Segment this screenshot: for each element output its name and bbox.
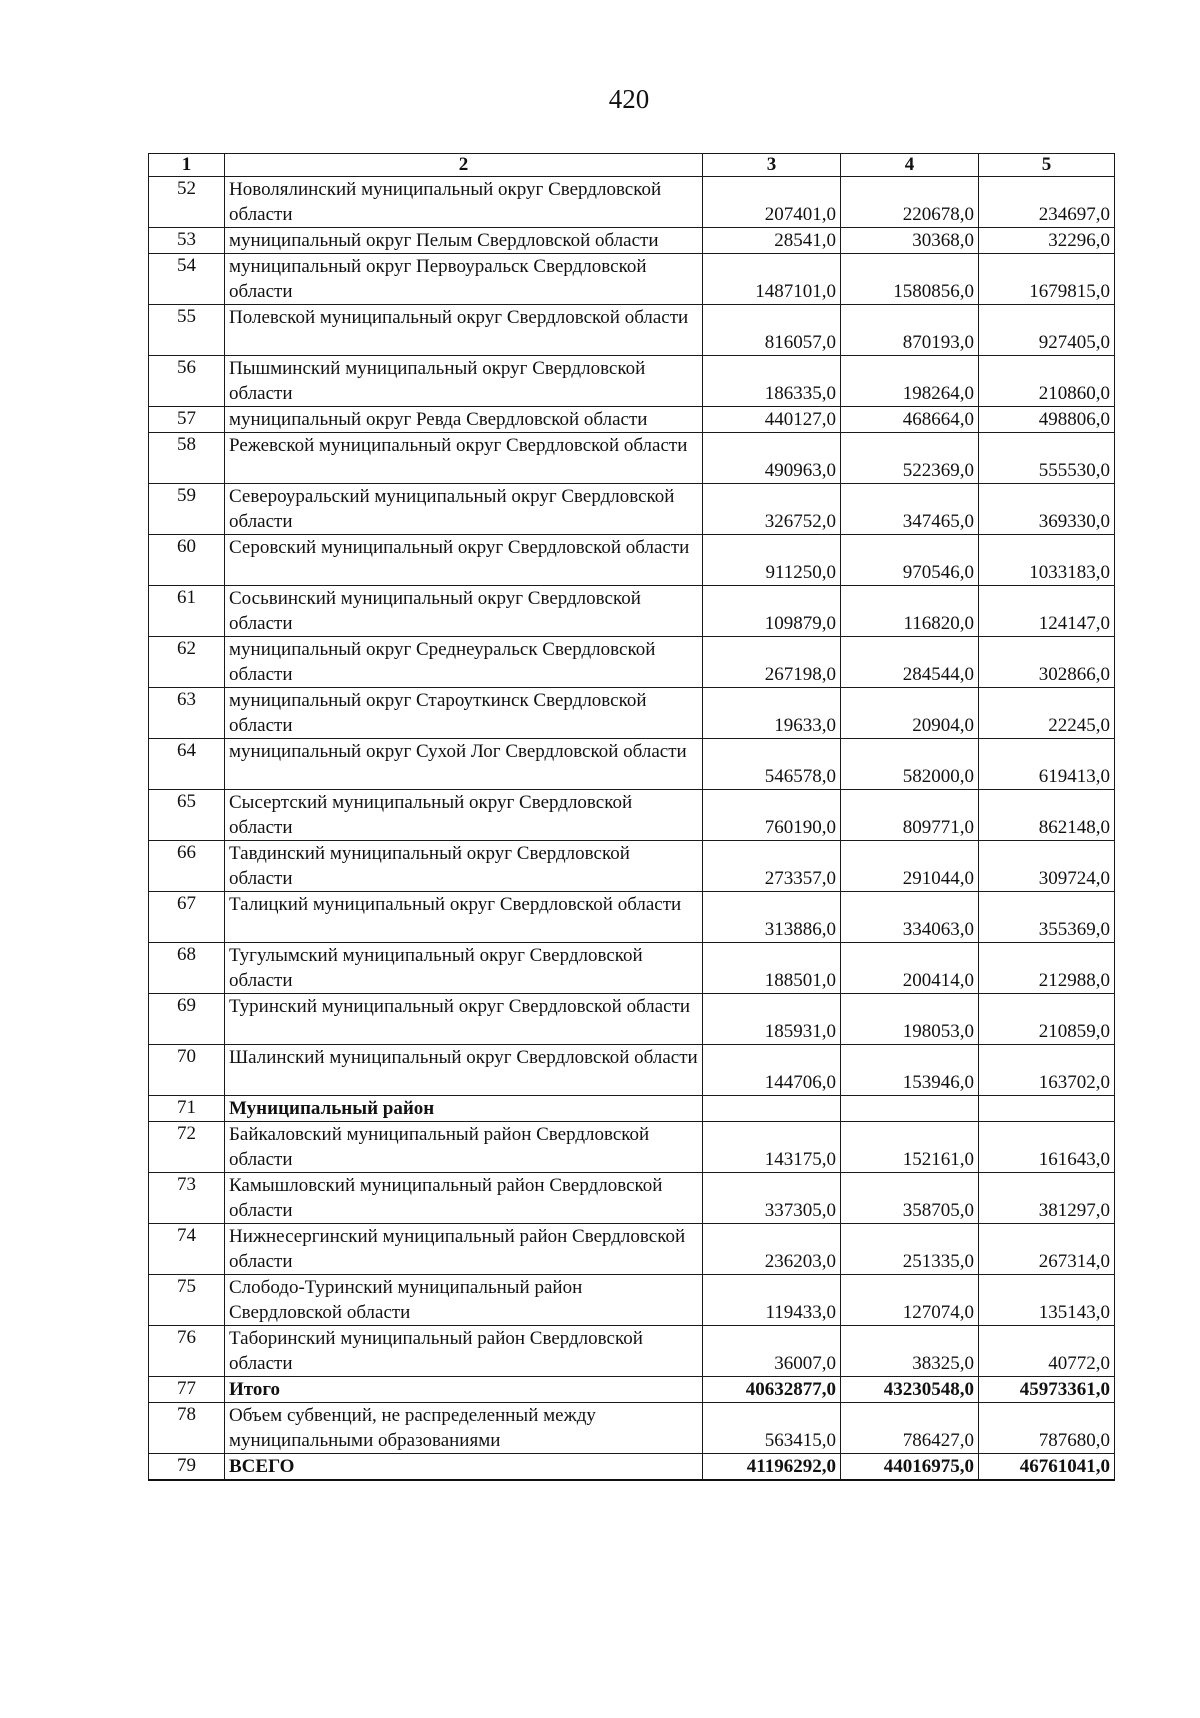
value-col5-cell: 210859,0 — [979, 994, 1115, 1045]
municipality-name-cell: Туринский муниципальный округ Свердловской области — [225, 994, 703, 1045]
table-row — [149, 1403, 1115, 1454]
row-number-cell: 62 — [149, 637, 225, 688]
row-number-cell: 66 — [149, 841, 225, 892]
municipality-name-cell: муниципальный округ Староуткинск Свердловской области — [225, 688, 703, 739]
value-col4-cell: 116820,0 — [841, 586, 979, 637]
table-row — [149, 586, 1115, 637]
value-col3-cell: 28541,0 — [703, 228, 841, 254]
subvention-table — [148, 153, 1115, 1481]
value-col4-cell: 127074,0 — [841, 1275, 979, 1326]
row-number-cell: 55 — [149, 305, 225, 356]
municipality-name-cell: Байкаловский муниципальный район Свердловской области — [225, 1122, 703, 1173]
value-col3-cell — [703, 1096, 841, 1122]
value-col3-cell: 760190,0 — [703, 790, 841, 841]
value-col3-cell: 36007,0 — [703, 1326, 841, 1377]
table-row — [149, 1096, 1115, 1122]
value-col5-cell: 45973361,0 — [979, 1377, 1115, 1403]
table-row — [149, 943, 1115, 994]
value-col5-cell: 862148,0 — [979, 790, 1115, 841]
value-col5-cell: 40772,0 — [979, 1326, 1115, 1377]
table-row — [149, 688, 1115, 739]
municipality-name-cell: Итого — [225, 1377, 703, 1403]
row-number-cell: 61 — [149, 586, 225, 637]
value-col4-cell: 970546,0 — [841, 535, 979, 586]
value-col3-cell: 143175,0 — [703, 1122, 841, 1173]
value-col4-cell: 347465,0 — [841, 484, 979, 535]
value-col5-cell: 135143,0 — [979, 1275, 1115, 1326]
value-col4-cell: 358705,0 — [841, 1173, 979, 1224]
table-row — [149, 1173, 1115, 1224]
table-row — [149, 1122, 1115, 1173]
value-col5-cell: 210860,0 — [979, 356, 1115, 407]
row-number-cell: 52 — [149, 177, 225, 228]
row-number-cell: 57 — [149, 407, 225, 433]
value-col5-cell: 1033183,0 — [979, 535, 1115, 586]
value-col4-cell: 200414,0 — [841, 943, 979, 994]
value-col4-cell: 43230548,0 — [841, 1377, 979, 1403]
row-number-cell: 54 — [149, 254, 225, 305]
value-col3-cell: 186335,0 — [703, 356, 841, 407]
table-row — [149, 433, 1115, 484]
value-col5-cell: 927405,0 — [979, 305, 1115, 356]
table-row — [149, 1045, 1115, 1096]
value-col3-cell: 911250,0 — [703, 535, 841, 586]
value-col3-cell: 337305,0 — [703, 1173, 841, 1224]
table-row — [149, 841, 1115, 892]
value-col3-cell: 546578,0 — [703, 739, 841, 790]
value-col5-cell: 161643,0 — [979, 1122, 1115, 1173]
value-col4-cell: 20904,0 — [841, 688, 979, 739]
value-col4-cell: 251335,0 — [841, 1224, 979, 1275]
value-col3-cell: 440127,0 — [703, 407, 841, 433]
row-number-cell: 75 — [149, 1275, 225, 1326]
municipality-name-cell: Шалинский муниципальный округ Свердловской области — [225, 1045, 703, 1096]
value-col3-cell: 19633,0 — [703, 688, 841, 739]
value-col4-cell: 284544,0 — [841, 637, 979, 688]
table-row — [149, 177, 1115, 228]
row-number-cell: 69 — [149, 994, 225, 1045]
value-col5-cell: 302866,0 — [979, 637, 1115, 688]
value-col4-cell: 809771,0 — [841, 790, 979, 841]
value-col3-cell: 41196292,0 — [703, 1454, 841, 1481]
value-col4-cell: 582000,0 — [841, 739, 979, 790]
value-col5-cell: 355369,0 — [979, 892, 1115, 943]
table-row — [149, 305, 1115, 356]
table-row — [149, 1454, 1115, 1481]
row-number-cell: 76 — [149, 1326, 225, 1377]
value-col4-cell: 220678,0 — [841, 177, 979, 228]
header-cell-4: 4 — [841, 154, 979, 177]
value-col4-cell: 786427,0 — [841, 1403, 979, 1454]
value-col4-cell: 1580856,0 — [841, 254, 979, 305]
table-row — [149, 1377, 1115, 1403]
value-col4-cell: 522369,0 — [841, 433, 979, 484]
row-number-cell: 56 — [149, 356, 225, 407]
value-col4-cell: 291044,0 — [841, 841, 979, 892]
header-cell-3: 3 — [703, 154, 841, 177]
municipality-name-cell: Камышловский муниципальный район Свердловской области — [225, 1173, 703, 1224]
table-header-row — [149, 154, 1115, 177]
value-col3-cell: 185931,0 — [703, 994, 841, 1045]
table-body — [149, 154, 1115, 1481]
row-number-cell: 71 — [149, 1096, 225, 1122]
value-col3-cell: 207401,0 — [703, 177, 841, 228]
municipality-name-cell: муниципальный округ Пелым Свердловской области — [225, 228, 703, 254]
value-col5-cell: 309724,0 — [979, 841, 1115, 892]
municipality-name-cell: Сосьвинский муниципальный округ Свердловской области — [225, 586, 703, 637]
municipality-name-cell: Муниципальный район — [225, 1096, 703, 1122]
value-col5-cell: 1679815,0 — [979, 254, 1115, 305]
row-number-cell: 58 — [149, 433, 225, 484]
value-col5-cell: 46761041,0 — [979, 1454, 1115, 1481]
value-col5-cell: 234697,0 — [979, 177, 1115, 228]
table-row — [149, 790, 1115, 841]
row-number-cell: 53 — [149, 228, 225, 254]
row-number-cell: 59 — [149, 484, 225, 535]
value-col5-cell: 498806,0 — [979, 407, 1115, 433]
value-col3-cell: 1487101,0 — [703, 254, 841, 305]
value-col4-cell: 38325,0 — [841, 1326, 979, 1377]
table-row — [149, 254, 1115, 305]
municipality-name-cell: муниципальный округ Ревда Свердловской области — [225, 407, 703, 433]
value-col3-cell: 273357,0 — [703, 841, 841, 892]
row-number-cell: 78 — [149, 1403, 225, 1454]
value-col3-cell: 188501,0 — [703, 943, 841, 994]
municipality-name-cell: Полевской муниципальный округ Свердловской области — [225, 305, 703, 356]
row-number-cell: 64 — [149, 739, 225, 790]
row-number-cell: 67 — [149, 892, 225, 943]
page-number: 420 — [608, 84, 650, 114]
value-col4-cell: 30368,0 — [841, 228, 979, 254]
table-row — [149, 1224, 1115, 1275]
value-col3-cell: 490963,0 — [703, 433, 841, 484]
value-col5-cell: 22245,0 — [979, 688, 1115, 739]
table-row — [149, 356, 1115, 407]
value-col3-cell: 267198,0 — [703, 637, 841, 688]
value-col3-cell: 326752,0 — [703, 484, 841, 535]
value-col4-cell: 198053,0 — [841, 994, 979, 1045]
row-number-cell: 70 — [149, 1045, 225, 1096]
value-col5-cell: 32296,0 — [979, 228, 1115, 254]
municipality-name-cell: Объем субвенций, не распределенный между муниципальными образованиями — [225, 1403, 703, 1454]
municipality-name-cell: Тугулымский муниципальный округ Свердловской области — [225, 943, 703, 994]
value-col4-cell: 153946,0 — [841, 1045, 979, 1096]
value-col5-cell: 212988,0 — [979, 943, 1115, 994]
row-number-cell: 72 — [149, 1122, 225, 1173]
municipality-name-cell: Новолялинский муниципальный округ Свердловской области — [225, 177, 703, 228]
municipality-name-cell: Тавдинский муниципальный округ Свердловской области — [225, 841, 703, 892]
table-row — [149, 739, 1115, 790]
row-number-cell: 68 — [149, 943, 225, 994]
row-number-cell: 60 — [149, 535, 225, 586]
row-number-cell: 79 — [149, 1454, 225, 1481]
municipality-name-cell: Нижнесергинский муниципальный район Свердловской области — [225, 1224, 703, 1275]
value-col4-cell: 334063,0 — [841, 892, 979, 943]
value-col5-cell: 381297,0 — [979, 1173, 1115, 1224]
municipality-name-cell: Североуральский муниципальный округ Свердловской области — [225, 484, 703, 535]
value-col5-cell: 555530,0 — [979, 433, 1115, 484]
table-row — [149, 228, 1115, 254]
value-col5-cell: 163702,0 — [979, 1045, 1115, 1096]
value-col4-cell: 198264,0 — [841, 356, 979, 407]
row-number-cell: 74 — [149, 1224, 225, 1275]
value-col5-cell: 619413,0 — [979, 739, 1115, 790]
header-cell-2: 2 — [225, 154, 703, 177]
value-col4-cell: 152161,0 — [841, 1122, 979, 1173]
value-col3-cell: 313886,0 — [703, 892, 841, 943]
municipality-name-cell: муниципальный округ Среднеуральск Свердловской области — [225, 637, 703, 688]
municipality-name-cell: муниципальный округ Первоуральск Свердловской области — [225, 254, 703, 305]
value-col5-cell — [979, 1096, 1115, 1122]
value-col5-cell: 787680,0 — [979, 1403, 1115, 1454]
value-col3-cell: 119433,0 — [703, 1275, 841, 1326]
value-col3-cell: 816057,0 — [703, 305, 841, 356]
value-col3-cell: 563415,0 — [703, 1403, 841, 1454]
row-number-cell: 77 — [149, 1377, 225, 1403]
municipality-name-cell: Сысертский муниципальный округ Свердловской области — [225, 790, 703, 841]
value-col3-cell: 109879,0 — [703, 586, 841, 637]
municipality-name-cell: Пышминский муниципальный округ Свердловской области — [225, 356, 703, 407]
row-number-cell: 73 — [149, 1173, 225, 1224]
value-col4-cell — [841, 1096, 979, 1122]
municipality-name-cell: Серовский муниципальный округ Свердловской области — [225, 535, 703, 586]
municipality-name-cell: ВСЕГО — [225, 1454, 703, 1481]
municipality-name-cell: Слободо-Туринский муниципальный район Свердловской области — [225, 1275, 703, 1326]
value-col4-cell: 468664,0 — [841, 407, 979, 433]
municipality-name-cell: Талицкий муниципальный округ Свердловской области — [225, 892, 703, 943]
value-col4-cell: 44016975,0 — [841, 1454, 979, 1481]
value-col5-cell: 267314,0 — [979, 1224, 1115, 1275]
table-row — [149, 1275, 1115, 1326]
row-number-cell: 65 — [149, 790, 225, 841]
header-cell-1: 1 — [149, 154, 225, 177]
municipality-name-cell: Режевской муниципальный округ Свердловской области — [225, 433, 703, 484]
value-col3-cell: 40632877,0 — [703, 1377, 841, 1403]
row-number-cell: 63 — [149, 688, 225, 739]
municipality-name-cell: Таборинский муниципальный район Свердловской области — [225, 1326, 703, 1377]
table-row — [149, 637, 1115, 688]
value-col3-cell: 144706,0 — [703, 1045, 841, 1096]
table-row — [149, 407, 1115, 433]
header-cell-5: 5 — [979, 154, 1115, 177]
value-col4-cell: 870193,0 — [841, 305, 979, 356]
table-row — [149, 994, 1115, 1045]
table-row — [149, 484, 1115, 535]
table-row — [149, 892, 1115, 943]
table-row — [149, 535, 1115, 586]
table-row — [149, 1326, 1115, 1377]
value-col3-cell: 236203,0 — [703, 1224, 841, 1275]
value-col5-cell: 369330,0 — [979, 484, 1115, 535]
value-col5-cell: 124147,0 — [979, 586, 1115, 637]
municipality-name-cell: муниципальный округ Сухой Лог Свердловской области — [225, 739, 703, 790]
